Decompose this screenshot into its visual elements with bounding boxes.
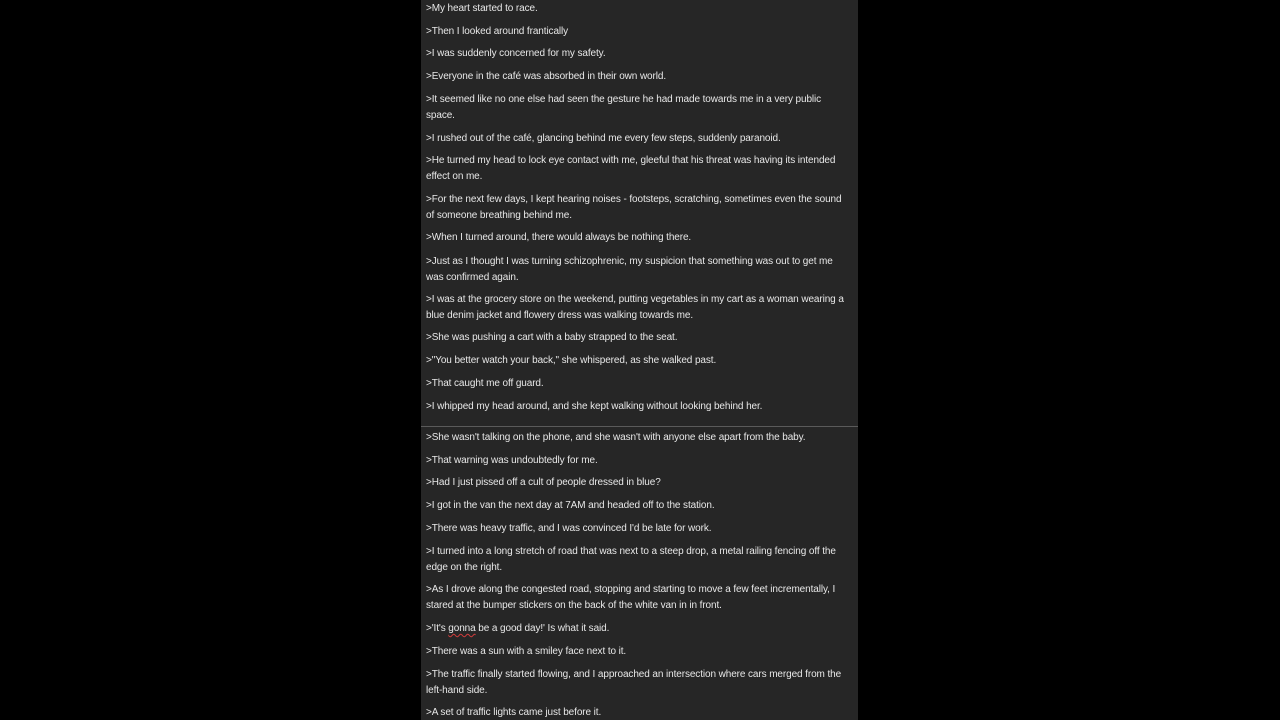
story-line: >I got in the van the next day at 7AM and headed off to the station. [426,500,715,511]
story-line: >For the next few days, I kept hearing noises - footsteps, scratching, sometimes even the sound of someone breathing behind me. [426,194,842,221]
story-line: >She wasn't talking on the phone, and she wasn't with anyone else apart from the baby. [426,432,806,443]
story-line: >I turned into a long stretch of road that was next to a steep drop, a metal railing fencing off the edge on the right. [426,546,836,573]
story-line: >That warning was undoubtedly for me. [426,455,598,466]
spellcheck-underlined-word: gonna [448,623,476,634]
story-line: >I whipped my head around, and she kept walking without looking behind her. [426,401,763,412]
story-line: >I rushed out of the café, glancing behind me every few steps, suddenly paranoid. [426,133,781,144]
story-line: >Then I looked around frantically [426,26,569,37]
story-text-panel [421,0,858,720]
story-line: >There was heavy traffic, and I was convinced I'd be late for work. [426,523,712,534]
story-line: >"You better watch your back," she whispered, as she walked past. [426,355,717,366]
story-line: >When I turned around, there would always be nothing there. [426,232,692,243]
story-line: >My heart started to race. [426,3,538,14]
story-line: >That caught me off guard. [426,378,544,389]
story-line: >It seemed like no one else had seen the gesture he had made towards me in a very public space. [426,94,822,121]
story-line: >The traffic finally started flowing, and I approached an intersection where cars merged from the left-hand side. [426,669,842,696]
story-line: >I was at the grocery store on the weekend, putting vegetables in my cart as a woman wearing a blue denim jacket and flowery dress was walking towards me. [426,294,844,321]
story-line-with-spellcheck [426,621,846,637]
story-line: >As I drove along the congested road, stopping and starting to move a few feet incrementally, I stared at the bumper stickers on the back of the white van in in front. [426,584,836,611]
line-text-after: be a good day!' Is what it said. [475,623,610,634]
story-line: >She was pushing a cart with a baby strapped to the seat. [426,332,678,343]
story-line: >I was suddenly concerned for my safety. [426,48,606,59]
section-divider [421,426,858,427]
story-line: >He turned my head to lock eye contact with me, gleeful that his threat was having its intended effect on me. [426,155,836,182]
story-line: >Had I just pissed off a cult of people dressed in blue? [426,477,661,488]
line-text-before: >'It's [426,623,449,634]
story-line: >Everyone in the café was absorbed in their own world. [426,71,667,82]
story-line: >There was a sun with a smiley face next to it. [426,646,627,657]
story-line: >Just as I thought I was turning schizophrenic, my suspicion that something was out to get me was confirmed again. [426,256,833,283]
story-line: >A set of traffic lights came just before it. [426,707,602,718]
